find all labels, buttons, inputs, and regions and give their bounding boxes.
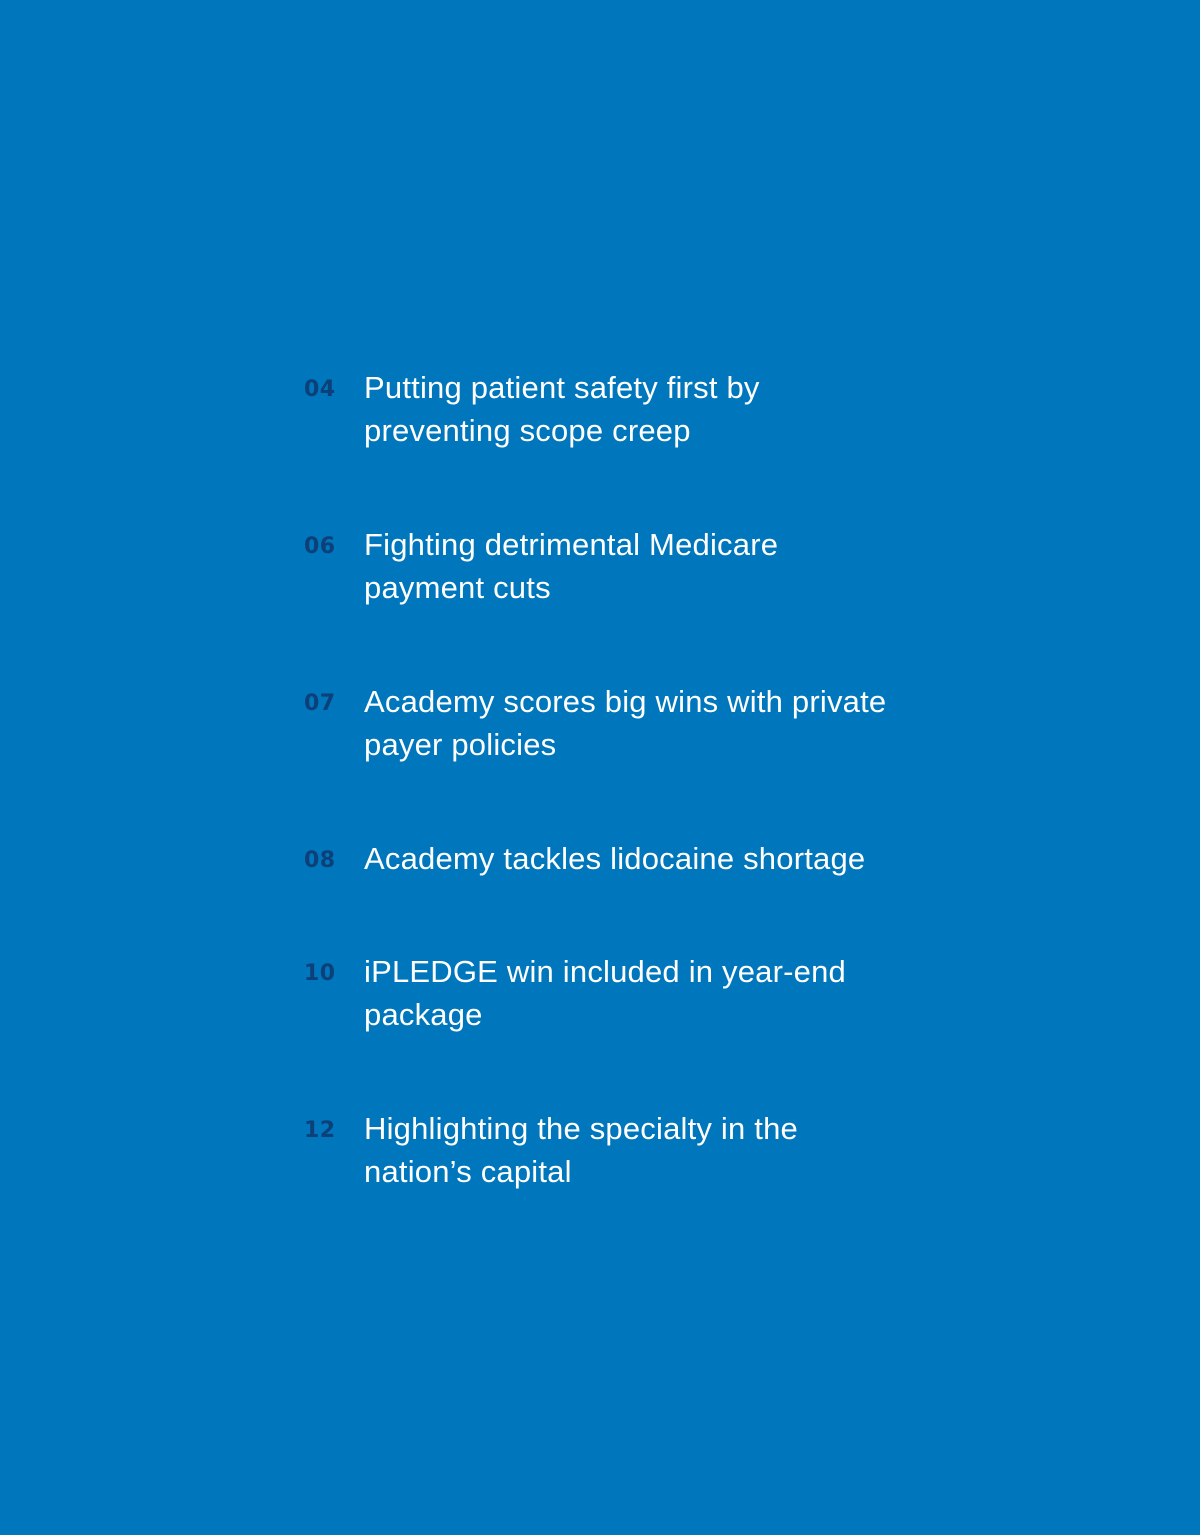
toc-page-number: 06 <box>304 534 336 559</box>
toc-page-number: 04 <box>304 377 336 402</box>
toc-page-number: 10 <box>304 961 336 986</box>
toc-item[interactable] <box>304 366 944 452</box>
toc-title-line: Highlighting the specialty in the <box>364 1111 798 1146</box>
toc-title-line: preventing scope creep <box>364 413 691 448</box>
toc-title[interactable] <box>364 837 904 880</box>
toc-title-line: nation’s capital <box>364 1154 572 1189</box>
toc-item[interactable] <box>304 837 944 882</box>
toc-title[interactable] <box>364 366 904 452</box>
toc-title-line: package <box>364 997 483 1032</box>
toc-title-line: payer policies <box>364 727 557 762</box>
toc-page-number: 07 <box>304 691 336 716</box>
toc-item[interactable] <box>304 680 944 766</box>
toc-page-number: 08 <box>304 848 336 873</box>
toc-title[interactable] <box>364 680 904 766</box>
toc-title[interactable] <box>364 950 904 1036</box>
toc-item[interactable] <box>304 523 944 609</box>
toc-item[interactable] <box>304 1107 944 1193</box>
toc-title[interactable] <box>364 1107 904 1193</box>
toc-title-line: Putting patient safety first by <box>364 370 760 405</box>
toc-title-line: Academy scores big wins with private <box>364 684 887 719</box>
toc-title[interactable] <box>364 523 904 609</box>
toc-item[interactable] <box>304 950 944 1036</box>
toc-page-number: 12 <box>304 1118 336 1143</box>
toc-title-line: Fighting detrimental Medicare <box>364 527 779 562</box>
toc-title-line: iPLEDGE win included in year-end <box>364 954 846 989</box>
toc-title-line: Academy tackles lidocaine shortage <box>364 841 866 876</box>
toc-title-line: payment cuts <box>364 570 551 605</box>
